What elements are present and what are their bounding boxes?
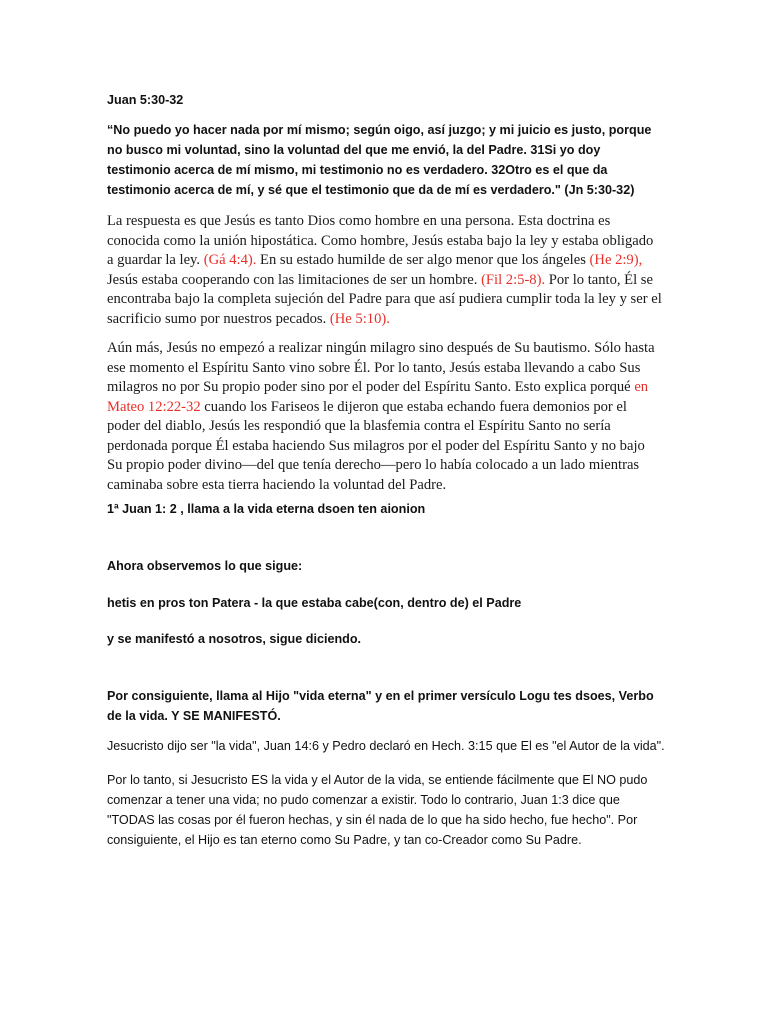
paragraph-hipostatica <box>107 212 663 329</box>
paragraph-text: La respuesta es que Jesús es tanto Dios como hombre en una persona. Esta doctrina es conocida como la unión hipostática. Como hombre, Jesús estaba bajo la ley y estaba obligado a guardar la ley. <box>107 213 654 268</box>
scripture-reference: (He 2:9), <box>589 252 643 268</box>
scripture-reference: en Mateo 12:22-32 <box>107 379 649 415</box>
paragraph-text: Aún más, Jesús no empezó a realizar ningún milagro sino después de Su bautismo. Sólo hasta ese momento el Espíritu Santo vino sobre Él. Por lo tanto, Jesús estaba llevando a cabo Sus milagros no por Su propio poder sino por el poder del Espíritu Santo. Esto explica porqué <box>107 340 655 395</box>
paragraph-text: cuando los Fariseos le dijeron que estaba echando fuera demonios por el poder del diablo, Jesús les respondió que la blasfemia contra el Espíritu Santo no sería perdonada porque Él estaba haciendo Sus milagros por el poder del Espíritu Santo y no bajo Su propio poder divino—del que tenía derecho—pero lo había colocado a un lado mientras caminaba sobre esta tierra haciendo la voluntad del Padre. <box>107 398 645 493</box>
scripture-reference: (Gá 4:4). <box>203 252 257 268</box>
line-hetis: hetis en pros ton Patera - la que estaba cabe(con, dentro de) el Padre <box>107 596 522 610</box>
line-se-manifesto: y se manifestó a nosotros, sigue diciendo. <box>107 632 362 646</box>
heading: Juan 5:30-32 <box>107 93 184 107</box>
paragraph-text: Por lo tanto, Él se encontraba bajo la completa sujeción del Padre para que así pudiera cumplir toda la ley y ser el sacrificio sumo por nuestros pecados. <box>107 271 662 327</box>
paragraph-conclusion: Por lo tanto, si Jesucristo ES la vida y el Autor de la vida, se entiende fácilmente que El NO pudo comenzar a tener una vida; no pudo comenzar a existir. Todo lo contrario, Juan 1:3 dice que "TODAS las cosas por él fueron hechas, y sin él nada de lo que ha sido hecho, fue hecho". Por consiguiente, el Hijo es tan eterno como Su Padre, y tan co-Creador como Su Padre. <box>107 773 648 847</box>
line-jesucristo-la-vida: Jesucristo dijo ser "la vida", Juan 14:6 y Pedro declaró en Hech. 3:15 que El es "el Autor de la vida". <box>107 739 665 753</box>
scripture-reference: (He 5:10). <box>329 310 390 327</box>
line-juan-1-2: 1ª Juan 1: 2 , llama a la vida eterna dsoen ten aionion <box>107 502 426 516</box>
paragraph-text: Jesús estaba cooperando con las limitaciones de ser un hombre. <box>107 271 482 288</box>
scripture-reference: (Fil 2:5-8). <box>481 271 546 288</box>
line-ahora-observemos: Ahora observemos lo que sigue: <box>107 559 303 573</box>
paragraph-milagros <box>107 339 663 495</box>
paragraph-vida-eterna: Por consiguiente, llama al Hijo "vida eterna" y en el primer versículo Logu tes dsoes, Verbo de la vida. Y SE MANIFESTÓ. <box>107 689 654 723</box>
quote-paragraph: “No puedo yo hacer nada por mí mismo; según oigo, así juzgo; y mi juicio es justo, porque no busco mi voluntad, sino la voluntad del que me envió, la del Padre. 31Si yo doy testimonio acerca de mí mismo, mi testimonio no es verdadero. 32Otro es el que da testimonio acerca de mí, y sé que el testimonio que da de mí es verdadero." (Jn 5:30-32) <box>107 123 652 197</box>
paragraph-text: En su estado humilde de ser algo menor que los ángeles <box>256 252 590 268</box>
